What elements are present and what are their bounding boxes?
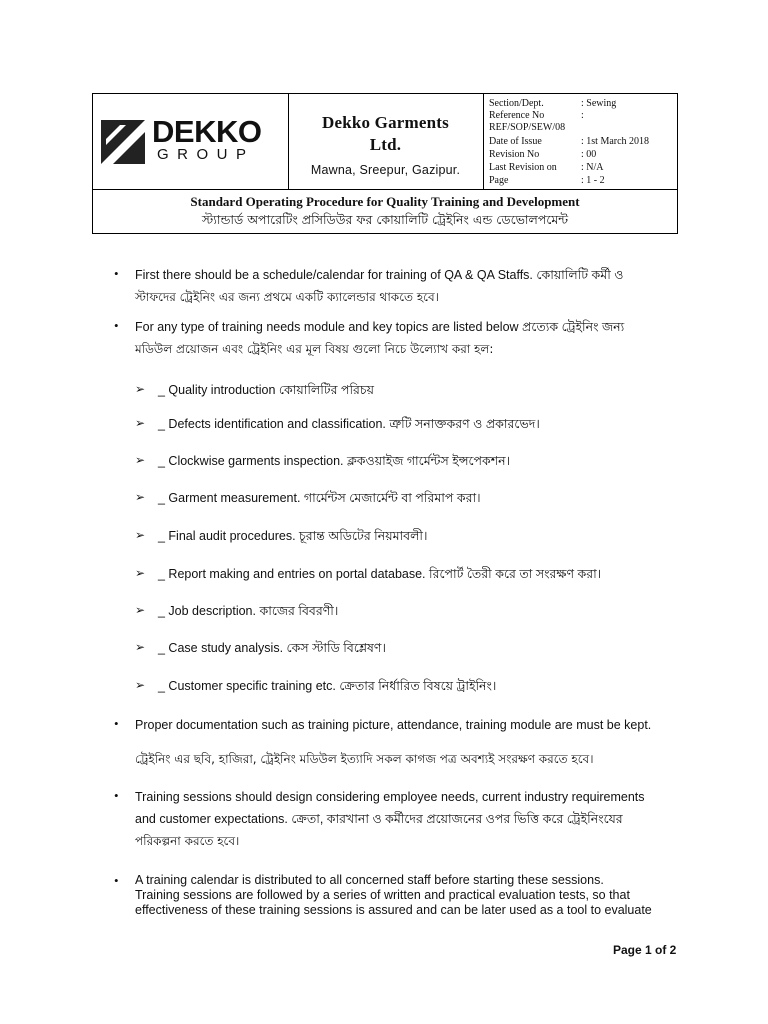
logo-wordmark: DEKKO [152, 114, 262, 149]
company-name: Dekko Garments Ltd. [322, 113, 449, 154]
topic-item: _ Final audit procedures. চূরান্ত অডিটের নিয়মাবলী। [158, 529, 428, 543]
meta-key: Date of Issue [489, 136, 542, 147]
arrow-bullet-icon: ➢ [135, 490, 146, 504]
meta-key: Page [489, 175, 509, 186]
topic-item: _ Customer specific training etc. ক্রেতার নির্ধারিত বিষয়ে ট্রাইনিং। [158, 679, 497, 693]
bullet-line: পরিকল্পনা করতে হবে। [135, 834, 240, 848]
bullet-line: For any type of training needs module and key topics are listed below প্রত্যেক ট্রেইনিং জন্য [135, 320, 625, 334]
topic-item: _ Garment measurement. গার্মেন্টস মেজার্মেন্ট বা পরিমাপ করা। [158, 491, 481, 505]
bullet-line: ট্রেইনিং এর ছবি, হাজিরা, ট্রেইনিং মডিউল ইত্যাদি সকল কাগজ পত্র অবশ্যই সংরক্ষণ করতে হবে। [135, 752, 594, 766]
bullet-symbol: • [114, 716, 119, 731]
bullet-line: Training sessions should design considering employee needs, current industry requirements [135, 790, 645, 804]
topic-item: _ Defects identification and classification. ত্রুটি সনাক্তকরণ ও প্রকারভেদ। [158, 417, 540, 431]
arrow-bullet-icon: ➢ [135, 528, 146, 542]
bullet-item [135, 264, 695, 308]
meta-key: Revision No [489, 149, 540, 160]
bullet-line: Training sessions are followed by a series of written and practical evaluation tests, so that [135, 888, 630, 902]
topic-item: _ Job description. কাজের বিবরণী। [158, 604, 339, 618]
meta-value: : 00 [581, 149, 597, 160]
arrow-bullet-icon: ➢ [135, 678, 146, 692]
arrow-bullet-icon: ➢ [135, 382, 146, 396]
bullet-item [135, 714, 695, 770]
bullet-symbol: • [114, 318, 119, 333]
meta-key: Last Revision on [489, 162, 557, 173]
bullet-line: Proper documentation such as training picture, attendance, training module are must be kept. [135, 718, 652, 732]
bullet-symbol: • [114, 873, 119, 888]
meta-value: : 1st March 2018 [581, 136, 650, 147]
bullet-line: স্টাফদের ট্রেইনিং এর জন্য প্রথমে একটি ক্যালেন্ডার থাকতে হবে। [135, 290, 439, 304]
logo-group-text: GROUP [157, 146, 255, 163]
topic-item: _ Case study analysis. কেস স্টাডি বিশ্লেষণ। [158, 641, 386, 655]
bullet-item [135, 873, 695, 918]
arrow-bullet-icon: ➢ [135, 416, 146, 430]
arrow-bullet-icon: ➢ [135, 566, 146, 580]
meta-value: : [581, 110, 584, 121]
bullet-line: effectiveness of these training sessions is assured and can be later used as a tool to evaluate [135, 903, 652, 917]
meta-value: : N/A [581, 162, 604, 173]
company-address: Mawna, Sreepur, Gazipur. [310, 163, 461, 177]
bullet-line: First there should be a schedule/calendar for training of QA & QA Staffs. কোয়ালিটি কর্মী ও [135, 268, 624, 282]
document-title-english: Standard Operating Procedure for Quality Training and Development [190, 194, 580, 209]
meta-value: : Sewing [581, 98, 617, 109]
arrow-bullet-icon: ➢ [135, 640, 146, 654]
arrow-bullet-icon: ➢ [135, 453, 146, 467]
bullet-item [135, 316, 695, 360]
bullet-symbol: • [114, 266, 119, 281]
page-number: Page 1 of 2 [613, 943, 677, 957]
bullet-line: মডিউল প্রয়োজন এবং ট্রেইনিং এর মূল বিষয় গুলো নিচে উল্যোখ করা হল: [135, 342, 494, 356]
topic-item: _ Report making and entries on portal database. রিপোর্ট তৈরী করে তা সংরক্ষণ করা। [158, 567, 602, 581]
meta-key: Reference No [489, 110, 545, 121]
bullet-item [135, 786, 695, 852]
topic-item: _ Clockwise garments inspection. ক্লকওয়াইজ গার্মেন্টস ইন্সপেকশন। [158, 454, 511, 468]
document-title-bengali: স্ট্যান্ডার্ড অপারেটিং প্রসিডিউর ফর কোয়ালিটি ট্রেইনিং এন্ড ডেভোলপমেন্ট [201, 212, 569, 227]
arrow-bullet-icon: ➢ [135, 603, 146, 617]
bullet-line: A training calendar is distributed to all concerned staff before starting these sessions. [135, 873, 604, 887]
bullet-line: and customer expectations. ক্রেতা, কারখানা ও কর্মীদের প্রয়োজনের ওপর ভিত্তি করে ট্রেইনিংযের [135, 812, 623, 826]
meta-value: : 1 - 2 [581, 175, 605, 186]
topic-item: _ Quality introduction কোয়ালিটির পরিচয় [158, 383, 375, 397]
meta-key: REF/SOP/SEW/08 [489, 122, 566, 133]
meta-key: Section/Dept. [489, 98, 544, 109]
bullet-symbol: • [114, 788, 119, 803]
